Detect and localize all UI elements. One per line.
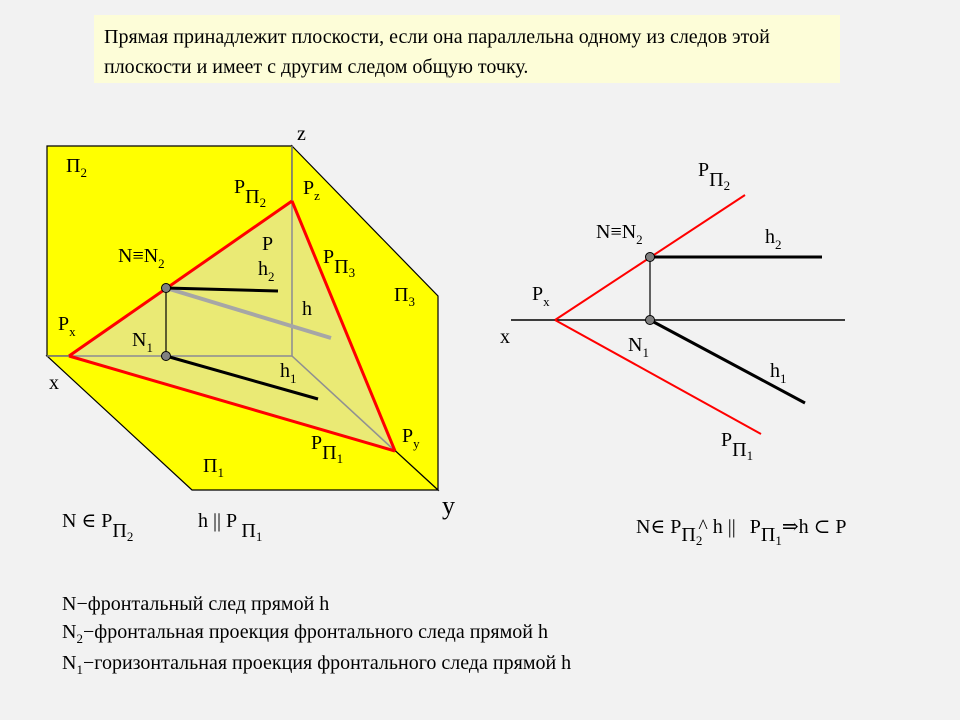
label-pi1: $П_1$ — [203, 455, 224, 480]
epure-label-h2: $h_2$ — [765, 226, 782, 252]
definition-n2-text: −фронтальная проекция фронтального следа прямой h — [82, 621, 548, 643]
label-axis-z: z — [297, 123, 306, 145]
point-n-n2 — [162, 284, 171, 293]
label-h1: $h_1$ — [280, 360, 297, 386]
label-axis-x: x — [49, 372, 59, 394]
rule-statement: Прямая принадлежит плоскости, если она параллельна одному из следов этой плоскости и имеет с другим следом общую точку. — [104, 26, 770, 78]
epure-point-n-n2 — [646, 253, 655, 262]
epure-trace-p-pi1 — [555, 320, 761, 434]
definition-n-symbol: N — [62, 593, 77, 615]
epure-label-px: $P_x$ — [532, 283, 550, 309]
label-p-pi2: $PП_2$ — [234, 176, 267, 210]
label-axis-y: y — [442, 491, 455, 520]
label-pi2: $П_2$ — [66, 155, 87, 180]
epure-label-p-pi1: $PП_1$ — [721, 429, 754, 463]
label-nn2: $N\equiv N_2$ — [118, 245, 165, 271]
epure-label-nn2: $N\equiv N_2$ — [596, 221, 643, 247]
point-n1 — [162, 352, 171, 361]
label-h: h — [302, 298, 312, 320]
right-epure-diagram — [500, 159, 846, 548]
epure-h1 — [650, 320, 805, 403]
formula-h-parallel-p-pi1: h || P $П_1$ — [198, 510, 263, 544]
label-n1: $N_1$ — [132, 329, 153, 355]
definition-n — [62, 593, 329, 616]
label-h2: $h_2$ — [258, 258, 275, 284]
label-px: $P_x$ — [58, 313, 76, 339]
definition-n2 — [62, 621, 548, 647]
label-p-pi3: $PП_3$ — [323, 246, 356, 280]
definition-n1-sub: 1 — [76, 662, 83, 677]
definition-n1-text: −горизонтальная проекция фронтального следа прямой h — [82, 652, 572, 674]
epure-formula: N∈ $PП_2\^{}$ h || $PП_1\Rightarrow h$ ⊂ P — [636, 516, 847, 548]
formula-n-in-p-pi2: N ∈ $PП_2$ — [62, 510, 134, 544]
label-plane-p: P — [262, 233, 274, 255]
epure-label-n1: $N_1$ — [628, 334, 649, 360]
definition-n2-sub: 2 — [76, 631, 83, 646]
label-pz: $P_z$ — [303, 177, 320, 203]
label-py: $P_y$ — [402, 425, 420, 451]
definition-n1-symbol: N — [62, 652, 77, 674]
left-3d-diagram — [47, 123, 455, 544]
definition-n-text: −фронтальный след прямой h — [76, 593, 330, 615]
definition-n2-symbol: N — [62, 621, 77, 643]
epure-label-axis-x: x — [500, 326, 510, 348]
definition-n1 — [62, 652, 571, 678]
epure-label-p-pi2: $PП_2$ — [698, 159, 731, 193]
epure-point-n1 — [646, 316, 655, 325]
label-p-pi1: $PП_1$ — [311, 432, 344, 466]
label-pi3: $П_3$ — [394, 284, 415, 309]
epure-label-h1: $h_1$ — [770, 360, 787, 386]
